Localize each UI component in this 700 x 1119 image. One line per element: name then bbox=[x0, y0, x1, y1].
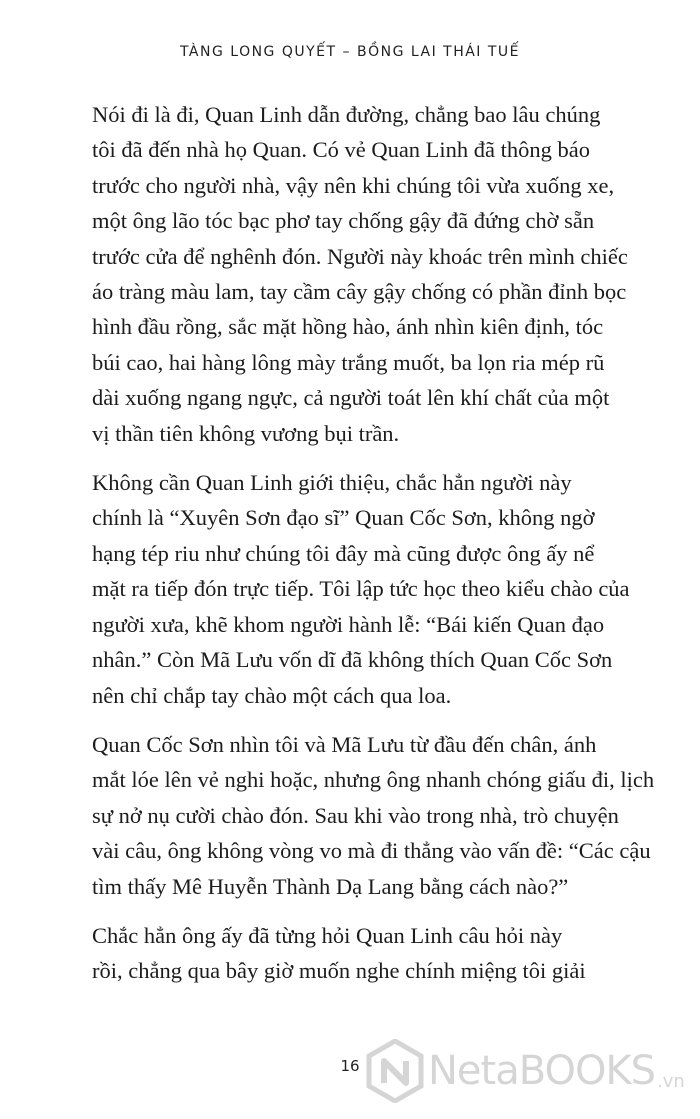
text-line: mặt ra tiếp đón trực tiếp. Tôi lập tức học theo kiểu chào của bbox=[92, 576, 630, 602]
text-line: áo tràng màu lam, tay cầm cây gậy chống có phần đỉnh bọc bbox=[92, 279, 627, 305]
text-line: Nói đi là đi, Quan Linh dẫn đường, chẳng bao lâu chúng bbox=[92, 102, 601, 127]
text-line: Không cần Quan Linh giới thiệu, chắc hẳn người này bbox=[92, 470, 572, 496]
text-line: một ông lão tóc bạc phơ tay chống gậy đã đứng chờ sẵn bbox=[92, 208, 595, 234]
text-line: vị thần tiên không vương bụi trần. bbox=[92, 420, 400, 446]
text-line: Chắc hẳn ông ấy đã từng hỏi Quan Linh câu hỏi này bbox=[92, 922, 563, 948]
text-line: tìm thấy Mê Huyễn Thành Dạ Lang bằng cách nào?” bbox=[92, 873, 569, 899]
watermark-brand: NetaBOOKS bbox=[428, 1048, 656, 1094]
text-line: tôi đã đến nhà họ Quan. Có vẻ Quan Linh đã thông báo bbox=[92, 137, 591, 163]
paragraph-4 bbox=[92, 918, 624, 989]
text-line: mắt lóe lên vẻ nghi hoặc, nhưng ông nhanh chóng giấu đi, lịch bbox=[92, 767, 655, 793]
text-line: nên chỉ chắp tay chào một cách qua loa. bbox=[92, 682, 452, 708]
text-line: vài câu, ông không vòng vo mà đi thẳng vào vấn đề: “Các cậu bbox=[92, 838, 651, 864]
text-line: hạng tép riu như chúng tôi đây mà cũng được ông ấy nể bbox=[92, 540, 595, 566]
page-number: 16 bbox=[340, 1057, 360, 1075]
watermark bbox=[366, 1036, 696, 1106]
text-line: trước cho người nhà, vậy nên khi chúng tôi vừa xuống xe, bbox=[92, 172, 615, 198]
watermark-suffix: .vn bbox=[657, 1071, 685, 1092]
paragraph-2 bbox=[92, 465, 630, 713]
text-line: chính là “Xuyên Sơn đạo sĩ” Quan Cốc Sơn, không ngờ bbox=[92, 505, 595, 531]
text-line: rồi, chẳng qua bây giờ muốn nghe chính miệng tôi giải bbox=[92, 958, 586, 984]
text-line: hình đầu rồng, sắc mặt hồng hào, ánh nhìn kiên định, tóc bbox=[92, 314, 604, 340]
paragraph-3 bbox=[92, 727, 655, 904]
text-line: dài xuống ngang ngực, cả người toát lên khí chất của một bbox=[92, 385, 610, 411]
netabooks-logo-icon bbox=[366, 1039, 424, 1103]
text-line: Quan Cốc Sơn nhìn tôi và Mã Lưu từ đầu đến chân, ánh bbox=[92, 731, 597, 757]
text-line: búi cao, hai hàng lông mày trắng muốt, ba lọn ria mép rũ bbox=[92, 349, 605, 375]
running-header: TÀNG LONG QUYẾT – BỒNG LAI THÁI TUẾ bbox=[179, 44, 521, 60]
text-line: người xưa, khẽ khom người hành lễ: “Bái kiến Quan đạo bbox=[92, 611, 605, 637]
body-text bbox=[92, 97, 655, 1003]
text-line: sự nở nụ cười chào đón. Sau khi vào trong nhà, trò chuyện bbox=[92, 802, 619, 828]
text-line: trước cửa để nghênh đón. Người này khoác trên mình chiếc bbox=[92, 243, 628, 269]
paragraph-1 bbox=[92, 97, 628, 451]
text-line: nhân.” Còn Mã Lưu vốn dĩ đã không thích Quan Cốc Sơn bbox=[92, 647, 613, 673]
